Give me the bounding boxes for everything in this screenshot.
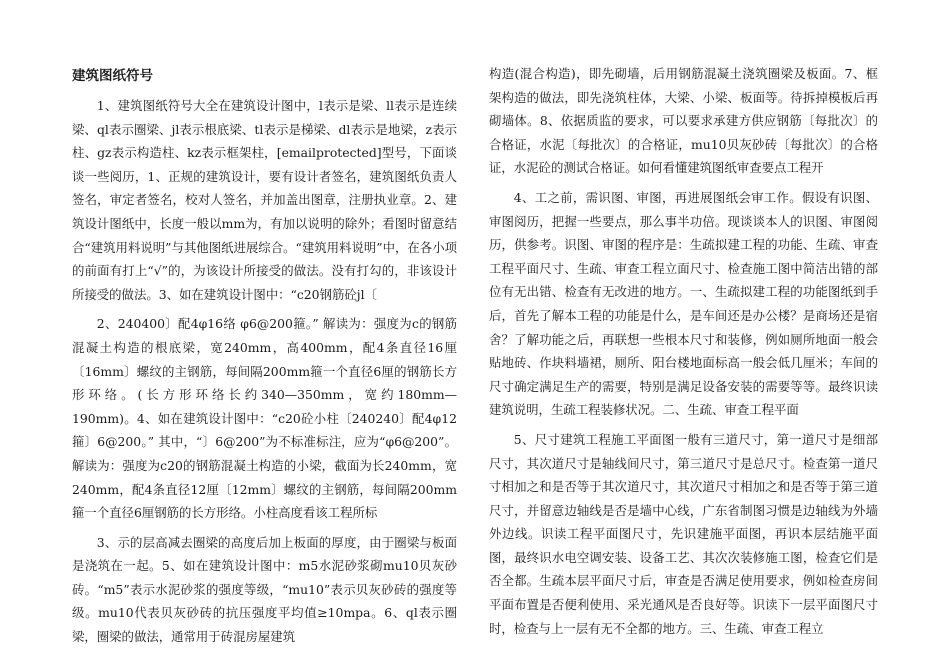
right-column (489, 62, 878, 640)
paragraph: 1、建筑图纸符号大全在建筑设计图中，l表示是梁、ll表示是连续梁、ql表示圈梁、jl表示根底梁、tl表示是梯梁、dl表示是地梁，z表示柱、gz表示构造柱、kz表示框架柱，[emailprotected]型号，下面谈谈一些阅历，1、正规的建筑设计，要有设计者签名，建筑图纸负责人签名，审定者签名，校对人签名，并加盖出图章，注册执业章。2、建筑设计图纸中，长度一般以mm为，有加以说明的除外；看图时留意结合“建筑用料说明”与其他图纸进展综合。“建筑用料说明”中，在各小项的前面有打上“√”的，为该设计所接受的做法。没有打勾的，非该设计所接受的做法。3、如在建筑设计图中：“c20钢筋砼jl〔 (72, 98, 457, 302)
paragraph: 构造(混合构造)，即先砌墙，后用钢筋混凝土浇筑圈梁及板面。7、框架构造的做法，即先浇筑柱体，大梁、小梁、板面等。待拆掉模板后再砌墙体。8、依据质监的要求，可以要求承建方供应钢筋〔每批次〕的合格证，水泥〔每批次〕的合格证，mu10贝灰砂砖〔每批次〕的合格证，水泥砼的测试合格证。如何看懂建筑图纸审查要点工程开 (489, 66, 878, 176)
paragraph: 5、尺寸建筑工程施工平面图一般有三道尺寸，第一道尺寸是细部尺寸，其次道尺寸是轴线间尺寸，第三道尺寸是总尺寸。检查第一道尺寸相加之和是否等于其次道尺寸，其次道尺寸相加之和是否等于第三道尺寸，并留意边轴线是否是墙中心线，广东省制图习惯是边轴线为外墙外边线。识读工程平面图尺寸，先识建施平面图，再识本层结施平面图，最终识水电空调安装、设备工艺、其次次装修施工图，检查它们是否全都。生疏本层平面尺寸后，审查是否满足使用要求，例如检查房间平面布置是否便利使用、采光通风是否良好等。识读下一层平面图尺寸时，检查与上一层有无不全都的地方。三、生疏、审查工程立 (489, 431, 878, 636)
document-title: 建筑图纸符号 (72, 68, 153, 84)
paragraph: 4、工之前，需识图、审图，再进展图纸会审工作。假设有识图、审图阅历，把握一些要点，那么事半功倍。现谈谈本人的识图、审图阅历，供参考。识图、审图的程序是：生疏拟建工程的功能、生疏、审查工程平面尺寸、生疏、审查工程立面尺寸、检查施工图中简洁出错的部位有无出错、检查有无改进的地方。一、生疏拟建工程的功能图纸到手后，首先了解本工程的功能是什么，是车间还是办公楼？是商场还是宿舍？了解功能之后，再联想一些根本尺寸和装修，例如厕所地面一般会贴地砖、作块料墙裙，厕所、阳台楼地面标高一般会低几厘米；车间的尺寸确定满足生产的需要，特别是满足设备安装的需要等等。最终识读建筑说明，生疏工程装修状况。二、生疏、审查工程平面 (489, 189, 878, 418)
paragraph: 3、示的层高减去圈梁的高度后加上板面的厚度，由于圈梁与板面是浇筑在一起。5、如在建筑设计图中：m5水泥砂浆砌mu10贝灰砂砖。“m5”表示水泥砂浆的强度等级，“mu10”表示贝灰砂砖的强度等级。mu10代表贝灰砂砖的抗压强度平均值≥10mpa。6、ql表示圈梁，圈梁的做法，通常用于砖混房屋建筑 (72, 534, 457, 645)
left-column (72, 64, 457, 649)
paragraph: 2、240400〕配4φ16络 φ6@200箍。” 解读为：强度为c的钢筋混凝土构造的根底梁，宽240mm，高400mm，配4条直径16厘〔16mm〕螺纹的主钢筋，每间隔200mm箍一个直径6厘的钢筋长方形环络。(长方形环络长约340—350mm，宽约180mm—190mm)。4、如在建筑设计图中：“c20砼小柱〔240240〕配4φ12箍〕6@200。” 其中，“〕6@200”为不标准标注，应为“φ6@200”。解读为：强度为c20的钢筋混凝土构造的小梁，截面为长240mm，宽240mm，配4条直径12厘〔12mm〕螺纹的主钢筋，每间隔200mm箍一个直径6厘钢筋的长方形络。小柱高度看该工程所标 (72, 316, 457, 521)
